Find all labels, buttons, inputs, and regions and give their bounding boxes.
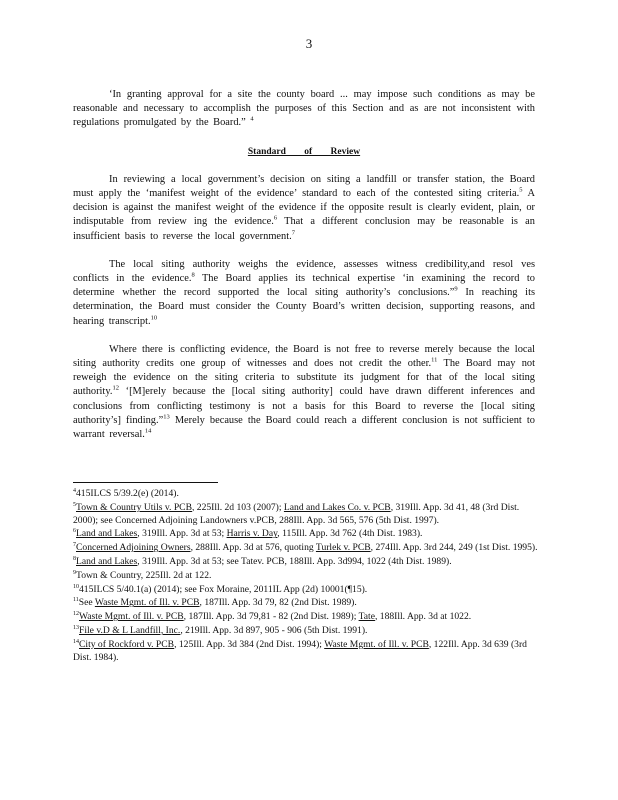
footnote-number: 9 — [73, 569, 76, 576]
footnote-10 — [73, 584, 543, 597]
footnote-number: 14 — [73, 638, 79, 645]
footnote-9 — [73, 570, 543, 583]
footnote-number: 11 — [73, 597, 79, 604]
sentence: The Board may not reweigh the evidence on the siting criteria to substitute its judgment for that of the local siting authority. — [73, 358, 535, 398]
footnote-text: , 274Ill. App. 3rd 244, 249 (1st Dist. 1995). — [370, 542, 538, 554]
body-text — [73, 88, 535, 456]
sentence: A decision is against the manifest weight of the evidence if the opposite result is clearly evident, plain, or indisputable from review ing the evidence. — [73, 188, 535, 228]
case-citation: Land and Lakes Co. v. PCB — [283, 501, 391, 513]
case-citation: Waste Mgmt. of Ill. v. PCB — [324, 638, 429, 650]
footnote-text: , 319Ill. App. 3d at 53; see Tatev. PCB, 188Ill. App. 3d994, 1022 (4th Dist. 1989). — [137, 555, 452, 567]
section-heading: Standard of Review — [247, 146, 361, 157]
footnote-ref[interactable]: 12 — [112, 384, 119, 392]
sentence: ‘[M]erely because the [local siting authority] could have drawn different inferences and conclusions from conflicting testimony is not a basis for this Board to reverse the [local siting authority’s] finding.” — [73, 386, 535, 426]
footnote-number: 10 — [73, 583, 79, 590]
footnote-text: , 188Ill. App. 3d at 1022. — [374, 611, 472, 623]
footnote-11 — [73, 597, 543, 610]
footnote-text: , 288Ill. App. 3d at 576, quoting — [190, 542, 316, 554]
footnote-text: , 319Ill. App. 3d at 53; — [137, 528, 227, 540]
sentence: Where there is conflicting evidence, the Board is not free to reverse merely because the local siting authority credits one group of witnesses and does not credit the other. — [73, 343, 535, 370]
footnote-text: See — [78, 597, 95, 609]
sentence: The local siting authority weighs the evidence, assesses witness credibility,and resol ves conflicts in the evidence. — [73, 258, 535, 285]
footnote-number: 8 — [73, 555, 76, 562]
footnote-text: , 187Ill. App. 3d 79, 82 (2nd Dist. 1989). — [199, 597, 357, 609]
sentence: The Board applies its technical expertise ‘in examining the record to determine whether the record supported the local siting authority’s conclusions.” — [73, 273, 535, 299]
footnote-number: 7 — [73, 542, 76, 548]
footnote-8 — [73, 556, 543, 569]
footnote-5 — [73, 502, 543, 528]
case-citation: Concerned Adjoining Owners — [76, 542, 191, 554]
footnote-text: , 187Ill. App. 3d 79,81 - 82 (2nd Dist. 1989); — [183, 611, 359, 623]
footnote-text: , 219Ill. App. 3d 897, 905 - 906 (5th Dist. 1991). — [180, 624, 368, 636]
page-number: 3 — [305, 36, 313, 51]
quoted-statute-paragraph — [73, 88, 535, 131]
footnote-text: , 115Ill. App. 3d 762 (4th Dist. 1983). — [277, 528, 423, 540]
case-citation: Waste Mgmt. of Ill. v. PCB — [94, 597, 200, 609]
footnote-ref[interactable]: 5 — [519, 186, 523, 194]
footnote-number: 4 — [73, 487, 76, 494]
footnotes — [73, 488, 543, 665]
footnote-14 — [73, 639, 543, 665]
footnote-text: , 225Ill. 2d 103 (2007); — [191, 501, 284, 513]
sentence: In reaching its determination, the Board must consider the County Board’s written decision, supporting reasons, and hearing transcript. — [73, 287, 535, 327]
case-citation: Land and Lakes — [76, 528, 138, 540]
case-citation: Turlek v. PCB — [315, 542, 371, 554]
footnote-ref[interactable]: 6 — [273, 214, 278, 222]
paragraph-2 — [73, 258, 535, 329]
footnote-ref[interactable]: 10 — [150, 314, 158, 322]
footnote-ref[interactable]: 4 — [250, 115, 254, 123]
footnote-number: 6 — [73, 528, 76, 535]
case-citation: City of Rockford v. PCB — [79, 638, 175, 650]
footnote-6 — [73, 528, 543, 541]
footnote-7 — [73, 542, 543, 555]
footnote-number: 5 — [73, 501, 76, 508]
footnote-number: 12 — [73, 610, 79, 617]
footnote-ref[interactable]: 13 — [163, 413, 170, 421]
footnote-12 — [73, 611, 543, 624]
footnote-text: 415ILCS 5/40.1(a) (2014); see Fox Moraine, 2011IL App (2d) 10001(¶15). — [79, 583, 368, 595]
footnote-text: , 125Ill. App. 3d 384 (2nd Dist. 1994); — [174, 638, 325, 650]
footnote-ref[interactable]: 8 — [191, 271, 195, 279]
footnote-ref[interactable]: 14 — [144, 427, 152, 435]
case-citation: Town & Country Utils v. PCB — [76, 501, 192, 513]
paragraph-3 — [73, 343, 535, 442]
paragraph-1 — [73, 173, 535, 244]
sentence: Merely because the Board could reach a different conclusion is not sufficient to warrant reversal. — [73, 414, 535, 441]
case-citation: Land and Lakes — [76, 555, 138, 567]
case-citation: Harris v. Day — [226, 528, 278, 540]
footnote-ref[interactable]: 9 — [454, 285, 458, 293]
footnote-text: Town & Country, 225Ill. 2d at 122. — [76, 569, 212, 581]
footnote-text: , 122Ill. App. 3d 639 (3rd Dist. 1984). — [73, 638, 527, 663]
case-citation: File v.D & L Landfill, Inc. — [79, 624, 181, 636]
footnote-number: 13 — [73, 624, 79, 631]
sentence: In reviewing a local government’s decision on siting a landfill or transfer station, the Board must apply the ‘manifest weight of the evidence’ standard to each of the contested siting criteria. — [73, 173, 535, 200]
footnote-13 — [73, 625, 543, 638]
footnote-separator — [73, 482, 218, 483]
case-citation: Tate — [358, 611, 375, 623]
footnote-text: , 319Ill. App. 3d 41, 48 (3rd Dist. 2000); see Concerned Adjoining Landowners v.PCB, 288Ill. App. 3d 565, 576 (5th Dist. 1997). — [73, 501, 520, 526]
footnote-4 — [73, 488, 543, 501]
case-citation: Waste Mgmt. of Ill. v. PCB — [79, 611, 184, 623]
footnote-ref[interactable]: 7 — [291, 229, 295, 237]
footnote-ref[interactable]: 11 — [431, 356, 438, 364]
sentence: That a different conclusion may be reasonable is an insufficient basis to reverse the local government. — [73, 216, 535, 242]
quote-text: ‘In granting approval for a site the county board ... may impose such conditions as may be reasonable and necessary to accomplish the purposes of this Section and as are not inconsistent with regulations promulgated by the Board.” — [73, 89, 535, 129]
footnote-text: 415ILCS 5/39.2(e) (2014). — [76, 488, 179, 499]
